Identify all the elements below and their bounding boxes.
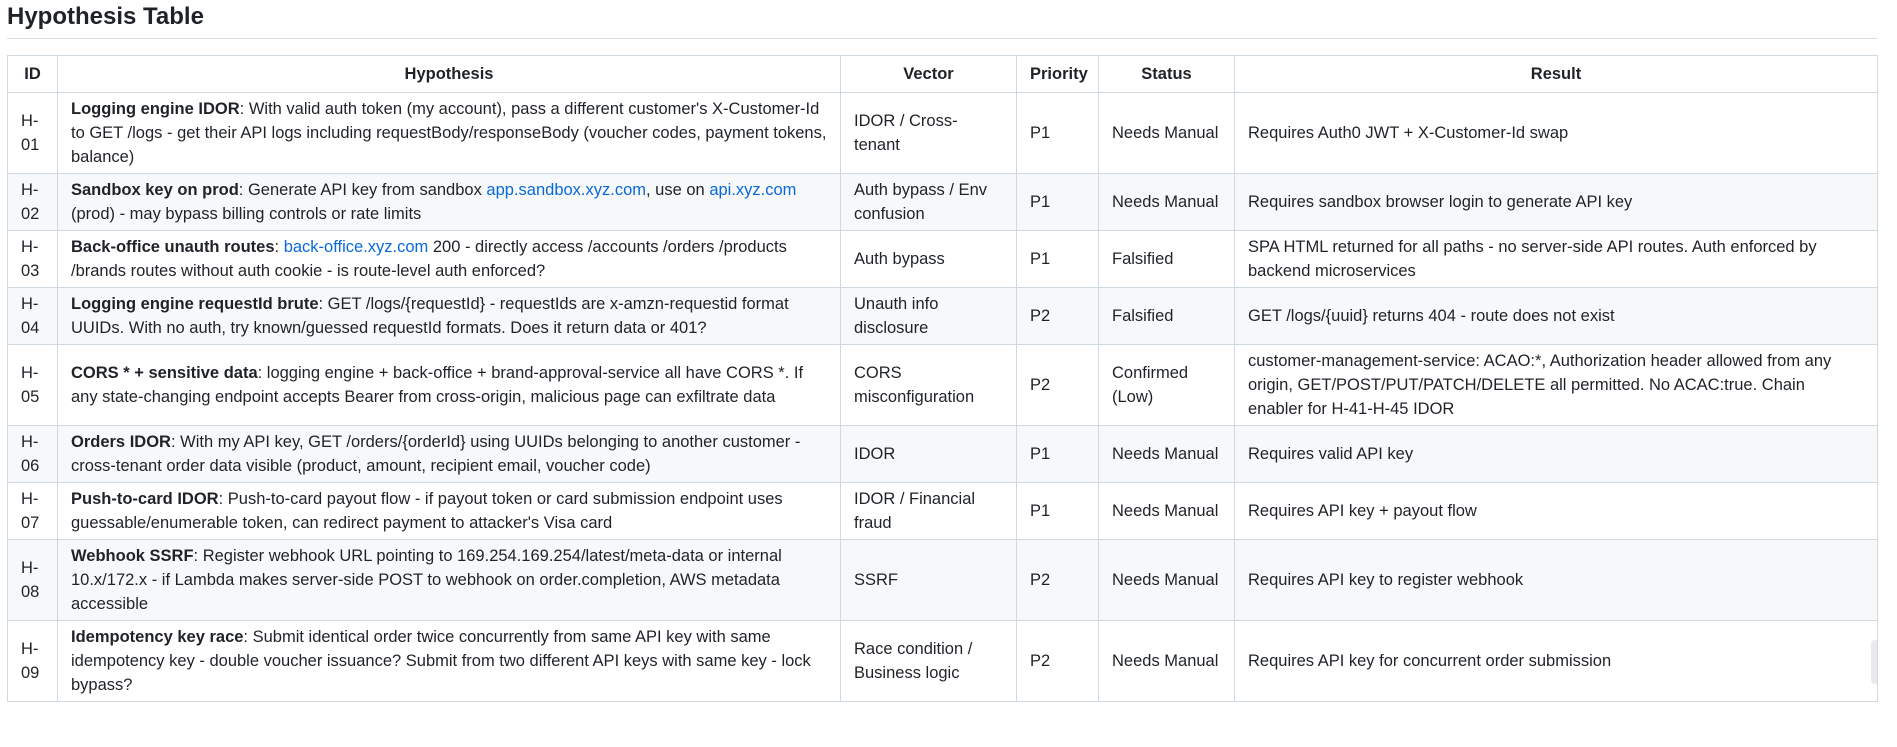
table-row	[8, 174, 1878, 231]
cell-priority: P2	[1017, 621, 1099, 702]
cell-id: H-06	[8, 426, 58, 483]
cell-priority: P1	[1017, 483, 1099, 540]
hypothesis-table	[7, 55, 1878, 702]
hypothesis-name: Webhook SSRF	[71, 547, 194, 565]
cell-id: H-01	[8, 93, 58, 174]
cell-hypothesis	[58, 540, 841, 621]
table-header-row	[8, 56, 1878, 93]
table-row	[8, 540, 1878, 621]
cell-priority: P1	[1017, 174, 1099, 231]
cell-hypothesis	[58, 483, 841, 540]
cell-vector: IDOR	[841, 426, 1017, 483]
header-priority: Priority	[1017, 56, 1099, 93]
table-row	[8, 345, 1878, 426]
cell-status: Needs Manual	[1099, 483, 1235, 540]
cell-vector: IDOR / Cross-tenant	[841, 93, 1017, 174]
cell-priority: P2	[1017, 288, 1099, 345]
table-row	[8, 621, 1878, 702]
hypothesis-link[interactable]: api.xyz.com	[709, 181, 797, 199]
hypothesis-text: (prod) - may bypass billing controls or rate limits	[71, 205, 422, 223]
cell-vector: Race condition / Business logic	[841, 621, 1017, 702]
cell-priority: P1	[1017, 93, 1099, 174]
cell-status: Needs Manual	[1099, 93, 1235, 174]
cell-id: H-08	[8, 540, 58, 621]
hypothesis-name: Logging engine requestId brute	[71, 295, 319, 313]
hypothesis-name: Sandbox key on prod	[71, 181, 239, 199]
cell-id: H-09	[8, 621, 58, 702]
cell-status: Falsified	[1099, 288, 1235, 345]
document-page	[7, 0, 1877, 694]
scrollbar-thumb[interactable]	[1871, 640, 1877, 684]
header-id: ID	[8, 56, 58, 93]
cell-hypothesis	[58, 93, 841, 174]
cell-hypothesis	[58, 621, 841, 702]
hypothesis-text: 200 - directly access /accounts /orders /products /brands routes without auth cookie - is route-level auth enforced?	[71, 238, 787, 280]
hypothesis-text: :	[274, 238, 284, 256]
header-hypothesis: Hypothesis	[58, 56, 841, 93]
hypothesis-text: : With valid auth token (my account), pass a different customer's X-Customer-Id to GET /logs - get their API logs including requestBody/responseBody (voucher codes, payment tokens, balance)	[71, 100, 827, 166]
cell-status: Needs Manual	[1099, 540, 1235, 621]
cell-status: Needs Manual	[1099, 174, 1235, 231]
cell-id: H-05	[8, 345, 58, 426]
cell-hypothesis	[58, 174, 841, 231]
cell-hypothesis	[58, 231, 841, 288]
cell-result: GET /logs/{uuid} returns 404 - route does not exist	[1235, 288, 1878, 345]
cell-result: SPA HTML returned for all paths - no server-side API routes. Auth enforced by backend microservices	[1235, 231, 1878, 288]
cell-status: Needs Manual	[1099, 621, 1235, 702]
page-title: Hypothesis Table	[7, 0, 1877, 39]
cell-vector: IDOR / Financial fraud	[841, 483, 1017, 540]
cell-result: customer-management-service: ACAO:*, Authorization header allowed from any origin, GET/POST/PUT/PATCH/DELETE all permitted. No ACAC:true. Chain enabler for H-41-H-45 IDOR	[1235, 345, 1878, 426]
cell-vector: Auth bypass	[841, 231, 1017, 288]
hypothesis-text: : GET /logs/{requestId} - requestIds are x-amzn-requestid format UUIDs. With no auth, try known/guessed requestId formats. Does it return data or 401?	[71, 295, 789, 337]
hypothesis-name: Push-to-card IDOR	[71, 490, 219, 508]
cell-priority: P1	[1017, 231, 1099, 288]
hypothesis-text: , use on	[646, 181, 710, 199]
table-row	[8, 93, 1878, 174]
table-row	[8, 483, 1878, 540]
hypothesis-text: : Register webhook URL pointing to 169.254.169.254/latest/meta-data or internal 10.x/172.x - if Lambda makes server-side POST to webhook on order.completion, AWS metadata accessible	[71, 547, 782, 613]
table-row	[8, 231, 1878, 288]
hypothesis-name: Back-office unauth routes	[71, 238, 275, 256]
cell-status: Needs Manual	[1099, 426, 1235, 483]
cell-result: Requires valid API key	[1235, 426, 1878, 483]
cell-id: H-04	[8, 288, 58, 345]
cell-status: Falsified	[1099, 231, 1235, 288]
header-result: Result	[1235, 56, 1878, 93]
header-status: Status	[1099, 56, 1235, 93]
cell-id: H-03	[8, 231, 58, 288]
cell-result: Requires sandbox browser login to generate API key	[1235, 174, 1878, 231]
cell-result: Requires API key for concurrent order submission	[1235, 621, 1878, 702]
hypothesis-name: Orders IDOR	[71, 433, 171, 451]
cell-vector: CORS misconfiguration	[841, 345, 1017, 426]
hypothesis-name: Logging engine IDOR	[71, 100, 240, 118]
hypothesis-text: : With my API key, GET /orders/{orderId} using UUIDs belonging to another customer - cross-tenant order data visible (product, amount, recipient email, voucher code)	[71, 433, 801, 475]
cell-result: Requires Auth0 JWT + X-Customer-Id swap	[1235, 93, 1878, 174]
cell-priority: P2	[1017, 345, 1099, 426]
table-row	[8, 288, 1878, 345]
cell-vector: SSRF	[841, 540, 1017, 621]
hypothesis-link[interactable]: back-office.xyz.com	[283, 238, 429, 256]
hypothesis-name: CORS * + sensitive data	[71, 364, 258, 382]
cell-status: Confirmed (Low)	[1099, 345, 1235, 426]
cell-result: Requires API key to register webhook	[1235, 540, 1878, 621]
hypothesis-text: : Submit identical order twice concurrently from same API key with same idempotency key - double voucher issuance? Submit from two different API keys with same key - lock bypass?	[71, 628, 811, 694]
hypothesis-name: Idempotency key race	[71, 628, 244, 646]
table-row	[8, 426, 1878, 483]
cell-hypothesis	[58, 426, 841, 483]
cell-id: H-02	[8, 174, 58, 231]
cell-id: H-07	[8, 483, 58, 540]
hypothesis-text: : logging engine + back-office + brand-approval-service all have CORS *. If any state-changing endpoint accepts Bearer from cross-origin, malicious page can exfiltrate data	[71, 364, 804, 406]
cell-vector: Unauth info disclosure	[841, 288, 1017, 345]
cell-priority: P1	[1017, 426, 1099, 483]
header-vector: Vector	[841, 56, 1017, 93]
cell-vector: Auth bypass / Env confusion	[841, 174, 1017, 231]
hypothesis-text: : Generate API key from sandbox	[238, 181, 487, 199]
cell-priority: P2	[1017, 540, 1099, 621]
cell-result: Requires API key + payout flow	[1235, 483, 1878, 540]
hypothesis-link[interactable]: app.sandbox.xyz.com	[486, 181, 647, 199]
cell-hypothesis	[58, 288, 841, 345]
cell-hypothesis	[58, 345, 841, 426]
table-body	[8, 93, 1878, 702]
hypothesis-text: : Push-to-card payout flow - if payout token or card submission endpoint uses guessable/enumerable token, can redirect payment to attacker's Visa card	[71, 490, 783, 532]
